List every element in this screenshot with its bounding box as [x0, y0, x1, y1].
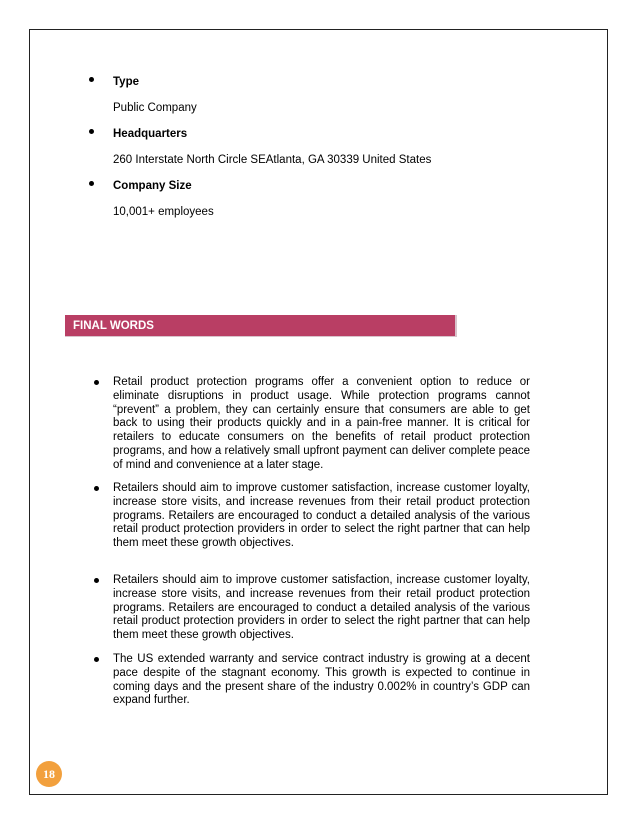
- bullet-icon: [94, 578, 99, 583]
- final-words-paragraph: [113, 653, 530, 708]
- paragraph-text: Retail product protection programs offer a convenient option to reduce or eliminate disruptions in product usage. While protection programs cannot “prevent” a problem, they can certainly ensure that consumers are able to get back to using their products quickly and in a pain-free manner. It is critical for retailers to educate consumers on the benefits of retail product protection programs, and how a relatively small upfront payment can deliver complete peace of mind and convenience at a later stage.: [113, 376, 530, 471]
- type-value: Public Company: [113, 102, 197, 114]
- final-words-paragraph: [113, 376, 530, 473]
- bullet-icon: [89, 77, 94, 82]
- final-words-paragraph: [113, 574, 530, 643]
- bullet-icon: [94, 380, 99, 385]
- company-size-label: Company Size: [113, 180, 192, 192]
- company-size-value: 10,001+ employees: [113, 206, 214, 218]
- info-item-type: [80, 75, 563, 115]
- headquarters-label: Headquarters: [113, 128, 188, 140]
- bullet-icon: [94, 657, 99, 662]
- final-words-paragraph: [113, 482, 530, 551]
- type-label: Type: [113, 76, 139, 88]
- info-item-headquarters: [80, 127, 563, 167]
- bullet-icon: [94, 486, 99, 491]
- page-number-badge: 18: [36, 761, 62, 787]
- section-heading-final-words: FINAL WORDS: [65, 315, 457, 337]
- bullet-icon: [89, 129, 94, 134]
- headquarters-value: 260 Interstate North Circle SEAtlanta, GA 30339 United States: [113, 154, 432, 166]
- paragraph-text: The US extended warranty and service contract industry is growing at a decent pace despite of the stagnant economy. This growth is expected to continue in coming days and the present share of the industry 0.002% in country’s GDP can expand further.: [113, 653, 530, 707]
- paragraph-text: Retailers should aim to improve customer satisfaction, increase customer loyalty, increase store visits, and increase revenues from their retail product protection programs. Retailers are encouraged to conduct a detailed analysis of the various retail product protection providers in order to select the right partner that can help them meet these growth objectives.: [113, 574, 530, 642]
- paragraph-text: Retailers should aim to improve customer satisfaction, increase customer loyalty, increase store visits, and increase revenues from their retail product protection programs. Retailers are encouraged to conduct a detailed analysis of the various retail product protection providers in order to select the right partner that can help them meet these growth objectives.: [113, 482, 530, 550]
- bullet-icon: [89, 181, 94, 186]
- info-item-company-size: [80, 179, 563, 219]
